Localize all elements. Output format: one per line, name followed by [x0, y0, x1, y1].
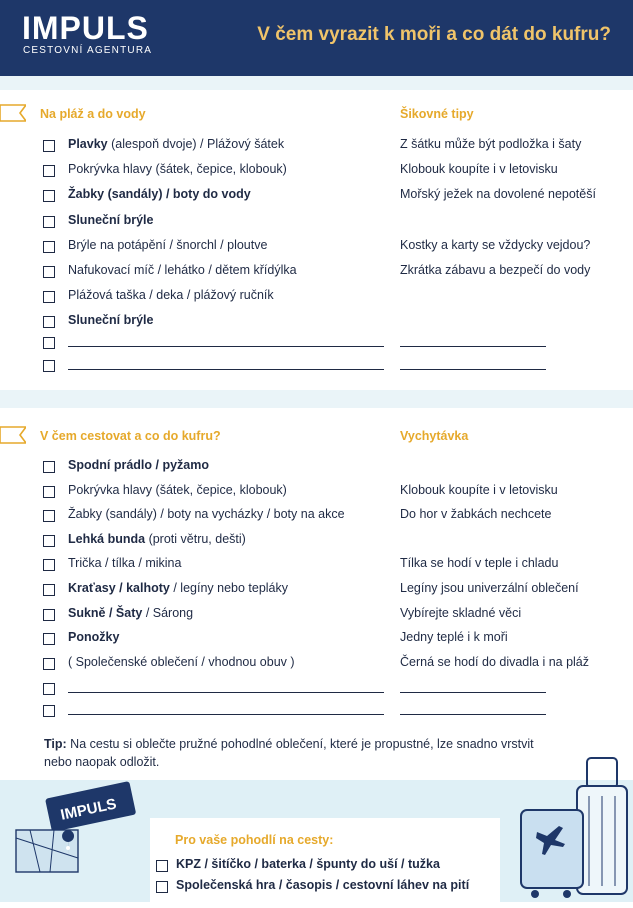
checklist-row: [0, 187, 633, 207]
checkbox[interactable]: [43, 535, 55, 547]
comfort-item-label: KPZ / šitíčko / baterka / špunty do uší / tužka: [176, 857, 440, 871]
checkbox[interactable]: [43, 360, 55, 372]
write-line[interactable]: [400, 714, 546, 715]
item-bold-text: Sluneční brýle: [68, 212, 154, 227]
item-text: ( Společenské oblečení / vhodnou obuv ): [68, 654, 295, 669]
tip-text: Legíny jsou univerzální oblečení: [400, 581, 579, 595]
write-line[interactable]: [400, 692, 546, 693]
checklist-item-label: [68, 532, 246, 546]
write-line[interactable]: [400, 369, 546, 370]
checkbox[interactable]: [43, 291, 55, 303]
blank-row: [0, 334, 633, 354]
write-line[interactable]: [68, 714, 384, 715]
item-bold-text: Kraťasy / kalhoty: [68, 581, 170, 595]
checkbox[interactable]: [43, 633, 55, 645]
svg-text:IMPULS: IMPULS: [59, 795, 119, 824]
travel-section-title: V čem cestovat a co do kufru?: [40, 429, 221, 443]
comfort-item: [156, 878, 556, 898]
item-text: (proti větru, dešti): [145, 531, 246, 546]
checkbox[interactable]: [43, 683, 55, 695]
travel-tips-title: Vychytávka: [400, 429, 469, 443]
checklist-row: [0, 655, 633, 675]
checklist-row: [0, 288, 633, 308]
item-text: Plážová taška / deka / plážový ručník: [68, 288, 274, 303]
write-line[interactable]: [68, 346, 384, 347]
ribbon-tag-icon: [0, 425, 26, 445]
write-line[interactable]: [68, 692, 384, 693]
tip-text: Z šátku může být podložka i šaty: [400, 137, 582, 151]
header: [0, 0, 633, 76]
checklist-row: [0, 606, 633, 626]
blank-row: [0, 702, 633, 722]
item-bold-text: Ponožky: [68, 630, 120, 645]
checkbox[interactable]: [43, 337, 55, 349]
separator-band: [0, 390, 633, 408]
write-line[interactable]: [400, 346, 546, 347]
checkbox[interactable]: [43, 165, 55, 177]
checklist-item-label: [68, 483, 287, 497]
separator-band: [0, 76, 633, 90]
item-bold-text: Sluneční brýle: [68, 313, 154, 328]
item-text: (alespoň dvoje) / Plážový šátek: [107, 137, 285, 151]
tip-text: Tílka se hodí v teple i chladu: [400, 556, 559, 571]
tip-text: Kostky a karty se vždycky vejdou?: [400, 237, 591, 252]
checklist-item-label: [68, 507, 345, 521]
checklist-row: [0, 581, 633, 601]
tip-text: Jedny teplé i k moři: [400, 630, 508, 645]
checklist-item-label: [68, 187, 251, 201]
checklist-row: [0, 238, 633, 258]
checklist-item-label: [68, 581, 288, 595]
comfort-title: Pro vaše pohodlí na cesty:: [175, 833, 334, 847]
comfort-item-label: Společenská hra / časopis / cestovní láhev na pití: [176, 878, 470, 892]
tip-text: Klobouk koupíte i v letovisku: [400, 482, 558, 497]
checkbox[interactable]: [43, 584, 55, 596]
tip-text: Černá se hodí do divadla i na pláž: [400, 654, 590, 669]
write-line[interactable]: [68, 369, 384, 370]
tip-note: [44, 735, 564, 771]
item-text: Trička / tílka / mikina: [68, 556, 182, 571]
blank-row: [0, 357, 633, 377]
item-bold-text: Žabky (sandály) / boty do vody: [68, 187, 251, 202]
checklist-item-label: [68, 458, 209, 472]
item-bold-text: Sukně / Šaty: [68, 605, 143, 620]
checklist-item-label: [68, 162, 287, 176]
checklist-item-label: [68, 137, 284, 151]
tip-text: Do hor v žabkách nechcete: [400, 507, 552, 522]
checklist-item-label: [68, 238, 267, 252]
checkbox[interactable]: [43, 609, 55, 621]
item-text: Nafukovací míč / lehátko / dětem křídýlka: [68, 263, 297, 277]
item-bold-text: Plavky: [68, 137, 108, 151]
comfort-item: [156, 857, 556, 877]
checklist-row: [0, 313, 633, 333]
checklist-item-label: [68, 655, 295, 669]
map-and-tickets-icon: [10, 778, 150, 878]
checklist-row: [0, 630, 633, 650]
checkbox[interactable]: [43, 190, 55, 202]
checklist-item-label: [68, 556, 181, 570]
checklist-row: [0, 162, 633, 182]
tip-text: Klobouk koupíte i v letovisku: [400, 162, 558, 177]
checklist-row: [0, 263, 633, 283]
checkbox[interactable]: [43, 705, 55, 717]
checklist-row: [0, 213, 633, 233]
checkbox[interactable]: [43, 486, 55, 498]
logo: IMPULS: [22, 10, 149, 46]
checklist-row: [0, 137, 633, 157]
checklist-item-label: [68, 313, 153, 327]
tip-label: Tip:: [44, 737, 67, 751]
checklist-row: [0, 507, 633, 527]
checklist-row: [0, 532, 633, 552]
item-text: Pokrývka hlavy (šátek, čepice, klobouk): [68, 482, 287, 497]
checklist-row: [0, 483, 633, 503]
item-text: / Sárong: [142, 605, 194, 620]
checklist-row: [0, 458, 633, 478]
checklist-item-label: [68, 630, 119, 644]
checkbox[interactable]: [43, 559, 55, 571]
checkbox[interactable]: [43, 461, 55, 473]
ribbon-tag-icon: [0, 103, 26, 123]
item-text: Brýle na potápění / šnorchl / ploutve: [68, 237, 268, 252]
checklist-item-label: [68, 263, 297, 277]
logo-subtitle: CESTOVNÍ AGENTURA: [23, 45, 153, 56]
item-bold-text: Lehká bunda: [68, 531, 146, 546]
checklist-row: [0, 556, 633, 576]
checkbox[interactable]: [156, 881, 168, 893]
checkbox[interactable]: [43, 510, 55, 522]
beach-section-title: Na pláž a do vody: [40, 107, 146, 121]
tip-text: Zkrátka zábavu a bezpečí do vody: [400, 263, 591, 277]
tip-text: Mořský ježek na dovolené nepotěší: [400, 187, 596, 202]
checkbox[interactable]: [43, 658, 55, 670]
page-title: V čem vyrazit k moři a co dát do kufru?: [257, 24, 611, 45]
item-bold-text: Spodní prádlo / pyžamo: [68, 458, 209, 472]
checklist-item-label: [68, 213, 153, 227]
item-text: Pokrývka hlavy (šátek, čepice, klobouk): [68, 162, 287, 177]
checkbox[interactable]: [43, 216, 55, 228]
beach-tips-title: Šikovné tipy: [400, 107, 474, 121]
item-text: / legíny nebo tepláky: [169, 581, 289, 595]
item-text: Žabky (sandály) / boty na vycházky / boty na akce: [68, 507, 345, 522]
checklist-item-label: [68, 606, 193, 620]
tip-text: Vybírejte skladné věci: [400, 605, 522, 620]
checklist-item-label: [68, 288, 274, 302]
checkbox[interactable]: [156, 860, 168, 872]
checkbox[interactable]: [43, 316, 55, 328]
tip-text: Na cestu si oblečte pružné pohodlné oblečení, které je propustné, lze snadno vrstvit nebo naopak odložit.: [44, 737, 534, 769]
blank-row: [0, 680, 633, 700]
checkbox[interactable]: [43, 140, 55, 152]
checkbox[interactable]: [43, 241, 55, 253]
checkbox[interactable]: [43, 266, 55, 278]
